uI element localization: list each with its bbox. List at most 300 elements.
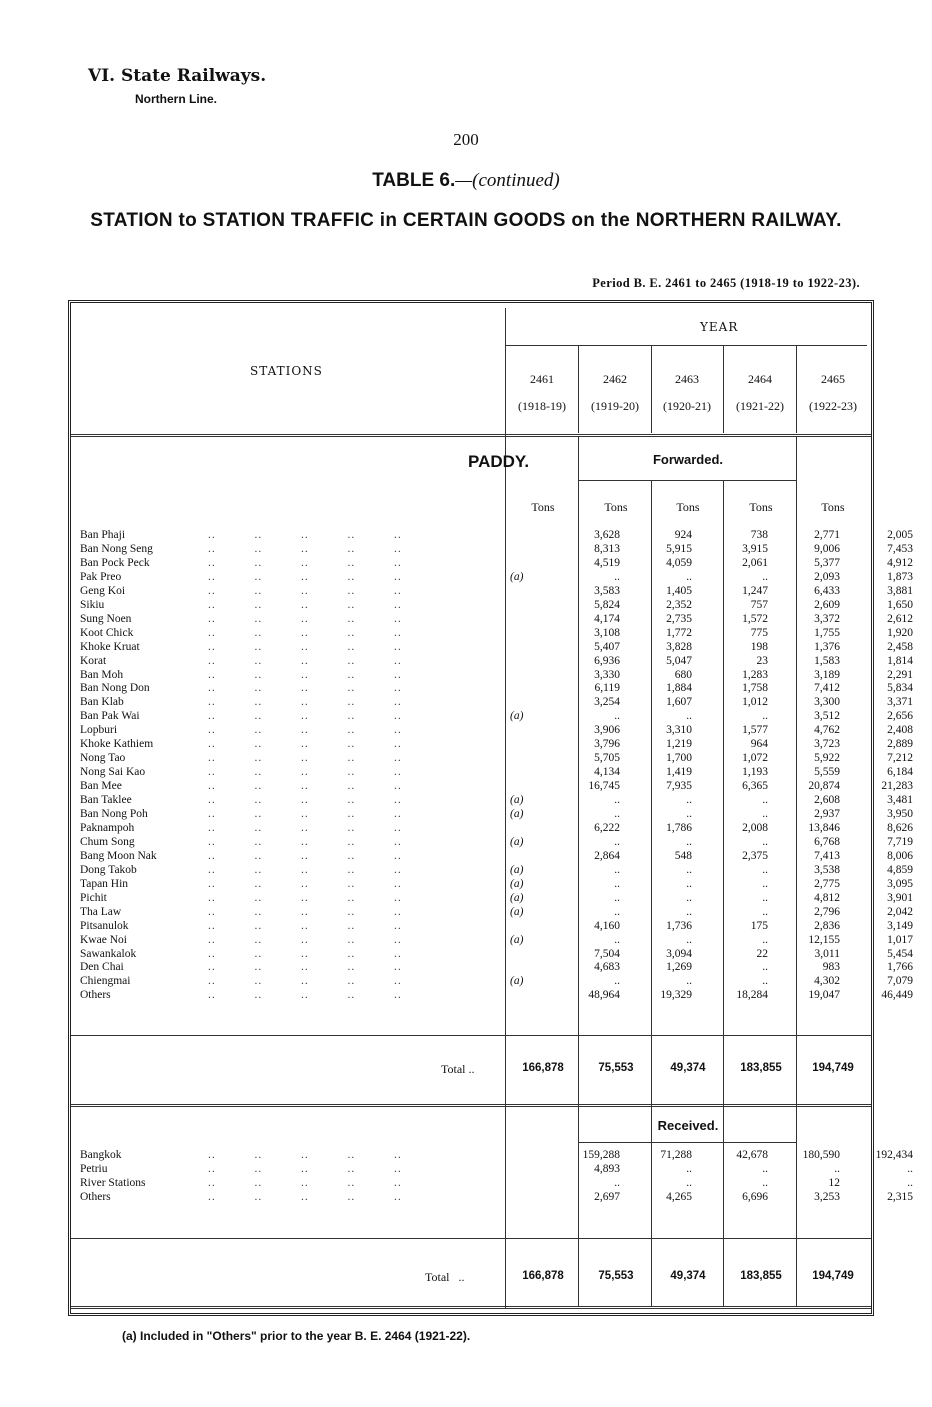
forwarded-total-value: 194,749	[812, 1062, 854, 1074]
leader-dots: .. .. .. .. ..	[208, 933, 402, 946]
table-row	[80, 947, 913, 961]
cell-value: ..	[762, 808, 768, 820]
forwarded-total-value: 49,374	[670, 1062, 706, 1074]
cell-value: ..	[686, 808, 692, 820]
table-row	[80, 640, 913, 654]
cell-value: 7,504	[594, 947, 620, 960]
station-name: Sikiu	[80, 598, 105, 611]
footnote-marker: (a)	[510, 891, 524, 904]
received-total-top-rule	[71, 1238, 871, 1239]
cell-value: 3,512	[814, 710, 840, 723]
leader-dots: .. .. .. .. ..	[208, 905, 402, 918]
cell-value: 3,253	[814, 1191, 840, 1203]
table-row	[80, 807, 913, 821]
received-total-value: 183,855	[740, 1270, 782, 1282]
cell-value: 2,005	[887, 529, 913, 541]
received-total-bottom-rule	[71, 1306, 871, 1309]
year-col-5: 2465 (1922-23)	[809, 372, 857, 413]
cell-value: ..	[762, 905, 768, 918]
station-name: Sung Noen	[80, 612, 132, 625]
year-divider-1	[578, 345, 579, 433]
cell-value: 4,893	[594, 1163, 620, 1175]
station-name: Pichit	[80, 891, 107, 904]
received-heading: Received.	[657, 1118, 719, 1133]
cell-value: 1,283	[742, 668, 768, 681]
cell-value: 7,412	[814, 682, 840, 695]
cell-value: 2,775	[814, 877, 840, 890]
cell-value: ..	[762, 1177, 768, 1189]
leader-dots: .. .. .. .. ..	[208, 1163, 402, 1175]
cell-value: 4,265	[666, 1191, 692, 1203]
station-name: Ban Nong Don	[80, 682, 150, 695]
cell-value: 3,094	[666, 947, 692, 960]
leader-dots: .. .. .. .. ..	[208, 668, 402, 681]
cell-value: ..	[762, 1163, 768, 1175]
station-name: Ban Mee	[80, 780, 122, 793]
table-row	[80, 542, 913, 556]
cell-value: 198	[750, 640, 768, 653]
table-row	[80, 974, 913, 988]
leader-dots: .. .. .. .. ..	[208, 640, 402, 653]
cell-value: 2,656	[887, 710, 913, 723]
leader-dots: .. .. .. .. ..	[208, 919, 402, 932]
unit-label: Tons	[531, 500, 555, 514]
table-row	[80, 849, 913, 863]
footnote-marker: (a)	[510, 835, 524, 848]
cell-value: 6,365	[742, 780, 768, 793]
cell-value: 21,283	[881, 780, 913, 793]
cell-value: 175	[750, 919, 768, 932]
header-bottom-rule	[71, 434, 871, 437]
cell-value: ..	[834, 1163, 840, 1175]
cell-value: ..	[762, 961, 768, 974]
cell-value: 6,184	[887, 766, 913, 779]
table-row	[80, 668, 913, 682]
table-row	[80, 584, 913, 598]
cell-value: 3,254	[594, 696, 620, 709]
table-row	[80, 765, 913, 779]
cell-value: 1,376	[814, 640, 840, 653]
station-name: River Stations	[80, 1177, 146, 1189]
cell-value: ..	[686, 863, 692, 876]
station-name: Khoke Kathiem	[80, 738, 154, 751]
cell-value: 4,059	[666, 556, 692, 569]
cell-value: 5,705	[594, 752, 620, 765]
station-name: Chum Song	[80, 835, 135, 848]
cell-value: ..	[686, 933, 692, 946]
station-name: Ban Klab	[80, 696, 124, 709]
cell-value: 46,449	[881, 989, 913, 1002]
cell-value: 19,047	[808, 989, 840, 1002]
forwarded-total-value: 75,553	[598, 1062, 634, 1074]
received-total-value: 194,749	[812, 1270, 854, 1282]
station-name: Sawankalok	[80, 947, 137, 960]
cell-value: 3,300	[814, 696, 840, 709]
cell-value: ..	[907, 1163, 913, 1175]
cell-value: 3,310	[666, 724, 692, 737]
cell-value: 2,352	[666, 598, 692, 611]
cell-value: ..	[614, 891, 620, 904]
table-row	[80, 612, 913, 626]
footnote-marker: (a)	[510, 570, 524, 583]
cell-value: 159,288	[582, 1149, 620, 1161]
forwarded-total-value: 166,878	[522, 1062, 564, 1074]
table-row	[80, 751, 913, 765]
cell-value: 4,762	[814, 724, 840, 737]
table-row	[80, 933, 913, 947]
cell-value: 4,134	[594, 766, 620, 779]
table-row	[80, 626, 913, 640]
table-row	[80, 905, 913, 919]
table-row	[80, 960, 913, 974]
cell-value: 8,313	[594, 542, 620, 555]
cell-value: 9,006	[814, 542, 840, 555]
station-name: Others	[80, 1191, 111, 1203]
cell-value: 4,519	[594, 556, 620, 569]
cell-value: 2,061	[742, 556, 768, 569]
leader-dots: .. .. .. .. ..	[208, 696, 402, 709]
cell-value: 3,796	[594, 738, 620, 751]
cell-value: ..	[762, 877, 768, 890]
cell-value: ..	[614, 975, 620, 988]
cell-value: 5,407	[594, 640, 620, 653]
station-name: Lopburi	[80, 724, 118, 737]
cell-value: 7,719	[887, 835, 913, 848]
leader-dots: .. .. .. .. ..	[208, 975, 402, 988]
cell-value: 4,912	[887, 556, 913, 569]
footnote-marker: (a)	[510, 794, 524, 807]
cell-value: 5,824	[594, 598, 620, 611]
table-row	[80, 528, 913, 542]
cell-value: 7,079	[887, 975, 913, 988]
cell-value: 6,936	[594, 654, 620, 667]
station-name: Khoke Kruat	[80, 640, 140, 653]
cell-value: 20,874	[808, 780, 840, 793]
cell-value: 5,922	[814, 752, 840, 765]
cell-value: 1,219	[666, 738, 692, 751]
cell-value: 2,796	[814, 905, 840, 918]
cell-value: 3,881	[887, 584, 913, 597]
cell-value: ..	[907, 1177, 913, 1189]
leader-dots: .. .. .. .. ..	[208, 654, 402, 667]
cell-value: 7,935	[666, 780, 692, 793]
cell-value: 2,889	[887, 738, 913, 751]
cell-value: 12,155	[808, 933, 840, 946]
unit-label: Tons	[676, 500, 700, 514]
cell-value: 2,315	[887, 1191, 913, 1203]
cell-value: 1,419	[666, 766, 692, 779]
cell-value: 1,269	[666, 961, 692, 974]
year-divider-2	[651, 345, 652, 433]
table-continued: —(continued)	[455, 170, 560, 191]
cell-value: 2,864	[594, 849, 620, 862]
cell-value: 3,372	[814, 612, 840, 625]
cell-value: 3,481	[887, 794, 913, 807]
cell-value: 3,723	[814, 738, 840, 751]
forwarded-heading: Forwarded.	[652, 452, 724, 467]
cell-value: 4,812	[814, 891, 840, 904]
cell-value: 1,072	[742, 752, 768, 765]
table-row	[80, 723, 913, 737]
cell-value: 18,284	[736, 989, 768, 1002]
table-row	[80, 863, 913, 877]
station-name: Others	[80, 989, 111, 1002]
cell-value: 1,572	[742, 612, 768, 625]
cell-value: ..	[686, 1163, 692, 1175]
cell-value: 2,609	[814, 598, 840, 611]
station-name: Korat	[80, 654, 107, 667]
cell-value: ..	[614, 808, 620, 820]
year-underline	[505, 345, 867, 346]
unit-label: Tons	[821, 500, 845, 514]
leader-dots: .. .. .. .. ..	[208, 794, 402, 807]
leader-dots: .. .. .. .. ..	[208, 570, 402, 583]
station-name: Pitsanulok	[80, 919, 129, 932]
cell-value: ..	[762, 975, 768, 988]
leader-dots: .. .. .. .. ..	[208, 612, 402, 625]
cell-value: 2,836	[814, 919, 840, 932]
cell-value: 1,405	[666, 584, 692, 597]
unit-label: Tons	[604, 500, 628, 514]
cell-value: ..	[762, 570, 768, 583]
cell-value: 180,590	[802, 1149, 840, 1161]
station-name: Kwae Noi	[80, 933, 127, 946]
leader-dots: .. .. .. .. ..	[208, 1177, 402, 1189]
year-divider-3	[723, 345, 724, 433]
table-row	[80, 835, 913, 849]
cell-value: 1,193	[742, 766, 768, 779]
year-col-1: 2461 (1918-19)	[518, 372, 566, 413]
footnote-marker: (a)	[510, 808, 524, 820]
year-header: YEAR	[700, 320, 739, 334]
cell-value: 1,700	[666, 752, 692, 765]
cell-value: 12	[828, 1177, 840, 1189]
forwarded-total-bottom-rule	[71, 1104, 871, 1107]
forwarded-underline	[578, 480, 796, 481]
cell-value: ..	[614, 863, 620, 876]
cell-value: ..	[614, 1177, 620, 1189]
cell-value: 983	[822, 961, 840, 974]
cell-value: ..	[686, 710, 692, 723]
station-name: Ban Moh	[80, 668, 124, 681]
cell-value: 2,937	[814, 808, 840, 820]
station-name: Dong Takob	[80, 863, 137, 876]
table-row	[80, 1190, 913, 1204]
cell-value: 2,291	[887, 668, 913, 681]
cell-value: 2,008	[742, 821, 768, 834]
station-name: Den Chai	[80, 961, 124, 974]
forwarded-total-value: 183,855	[740, 1062, 782, 1074]
cell-value: ..	[686, 877, 692, 890]
forwarded-total-top-rule	[71, 1035, 871, 1036]
cell-value: ..	[686, 975, 692, 988]
cell-value: 548	[674, 849, 692, 862]
table-row	[80, 877, 913, 891]
forwarded-total-label: Total ..	[441, 1062, 475, 1076]
station-name: Tapan Hin	[80, 877, 129, 890]
period-line: Period B. E. 2461 to 2465 (1918-19 to 1922-23).	[592, 276, 860, 290]
cell-value: 4,174	[594, 612, 620, 625]
leader-dots: .. .. .. .. ..	[208, 766, 402, 779]
cell-value: ..	[686, 905, 692, 918]
cell-value: 2,042	[887, 905, 913, 918]
cell-value: 2,608	[814, 794, 840, 807]
received-total-label: Total ..	[425, 1270, 465, 1284]
leader-dots: .. .. .. .. ..	[208, 682, 402, 695]
table-row	[80, 681, 913, 695]
cell-value: 3,628	[594, 529, 620, 541]
table-row	[80, 598, 913, 612]
page-number: 200	[453, 130, 479, 149]
cell-value: 8,006	[887, 849, 913, 862]
cell-value: 1,758	[742, 682, 768, 695]
cell-value: 738	[750, 529, 768, 541]
cell-value: 2,771	[814, 529, 840, 541]
cell-value: 192,434	[875, 1149, 913, 1161]
table-row	[80, 821, 913, 835]
leader-dots: .. .. .. .. ..	[208, 863, 402, 876]
commodity-title: PADDY.	[468, 452, 530, 471]
table-row	[80, 695, 913, 709]
cell-value: ..	[614, 835, 620, 848]
leader-dots: .. .. .. .. ..	[208, 1191, 402, 1203]
cell-value: ..	[762, 710, 768, 723]
cell-value: 6,696	[742, 1191, 768, 1203]
cell-value: ..	[614, 877, 620, 890]
cell-value: ..	[686, 891, 692, 904]
table-row	[80, 1176, 913, 1190]
leader-dots: .. .. .. .. ..	[208, 821, 402, 834]
unit-label: Tons	[749, 500, 773, 514]
cell-value: 924	[674, 529, 692, 541]
cell-value: 23	[756, 654, 768, 667]
cell-value: 1,786	[666, 821, 692, 834]
cell-value: ..	[614, 570, 620, 583]
cell-value: 2,408	[887, 724, 913, 737]
year-col-4: 2464 (1921-22)	[736, 372, 784, 413]
leader-dots: .. .. .. .. ..	[208, 626, 402, 639]
cell-value: 680	[674, 668, 692, 681]
station-name: Tha Law	[80, 905, 122, 918]
cell-value: ..	[686, 1177, 692, 1189]
cell-value: 13,846	[808, 821, 840, 834]
leader-dots: .. .. .. .. ..	[208, 556, 402, 569]
cell-value: 3,915	[742, 542, 768, 555]
cell-value: ..	[762, 794, 768, 807]
cell-value: 48,964	[588, 989, 620, 1002]
cell-value: 5,915	[666, 542, 692, 555]
cell-value: 3,538	[814, 863, 840, 876]
leader-dots: .. .. .. .. ..	[208, 1149, 402, 1161]
station-name: Paknampoh	[80, 821, 135, 834]
cell-value: 4,160	[594, 919, 620, 932]
station-name: Petriu	[80, 1163, 108, 1175]
leader-dots: .. .. .. .. ..	[208, 542, 402, 555]
cell-value: 71,288	[660, 1149, 692, 1161]
cell-value: ..	[614, 794, 620, 807]
leader-dots: .. .. .. .. ..	[208, 738, 402, 751]
cell-value: 6,119	[594, 682, 620, 695]
cell-value: 1,017	[887, 933, 913, 946]
received-total-value: 49,374	[670, 1270, 706, 1282]
section-subtitle: Northern Line.	[135, 92, 218, 106]
cell-value: ..	[686, 794, 692, 807]
cell-value: 1,650	[887, 598, 913, 611]
cell-value: 5,047	[666, 654, 692, 667]
table-row	[80, 891, 913, 905]
cell-value: 964	[750, 738, 768, 751]
received-underline	[578, 1142, 796, 1143]
cell-value: 16,745	[588, 780, 620, 793]
table-row	[80, 779, 913, 793]
cell-value: 1,577	[742, 724, 768, 737]
cell-value: 42,678	[736, 1149, 768, 1161]
cell-value: 22	[756, 947, 768, 960]
cell-value: 8,626	[887, 821, 913, 834]
leader-dots: .. .. .. .. ..	[208, 724, 402, 737]
station-name: Chiengmai	[80, 975, 131, 988]
section-title: VI. State Railways.	[88, 66, 267, 86]
cell-value: 7,413	[814, 849, 840, 862]
leader-dots: .. .. .. .. ..	[208, 752, 402, 765]
cell-value: ..	[762, 933, 768, 946]
cell-value: 4,683	[594, 961, 620, 974]
leader-dots: .. .. .. .. ..	[208, 849, 402, 862]
stations-header: STATIONS	[250, 364, 323, 378]
table-row	[80, 1148, 913, 1162]
footnote-marker: (a)	[510, 933, 524, 946]
cell-value: 1,814	[887, 654, 913, 667]
cell-value: 3,901	[887, 891, 913, 904]
cell-value: 1,772	[666, 626, 692, 639]
cell-value: 19,329	[660, 989, 692, 1002]
leader-dots: .. .. .. .. ..	[208, 584, 402, 597]
received-total-value: 166,878	[522, 1270, 564, 1282]
station-name: Ban Pock Peck	[80, 556, 150, 569]
footnote: (a) Included in "Others" prior to the year B. E. 2464 (1921-22).	[122, 1329, 471, 1343]
cell-value: 5,559	[814, 766, 840, 779]
footnote-marker: (a)	[510, 905, 524, 918]
table-row	[80, 709, 913, 723]
cell-value: 6,433	[814, 584, 840, 597]
cell-value: 1,884	[666, 682, 692, 695]
cell-value: ..	[614, 905, 620, 918]
station-name: Geng Koi	[80, 584, 126, 597]
table-row	[80, 988, 913, 1002]
leader-dots: .. .. .. .. ..	[208, 598, 402, 611]
station-name: Nong Sai Kao	[80, 766, 146, 779]
cell-value: 5,377	[814, 556, 840, 569]
station-name: Ban Pak Wai	[80, 710, 140, 723]
table-label-text: TABLE 6.	[372, 170, 456, 191]
cell-value: ..	[686, 570, 692, 583]
cell-value: 3,330	[594, 668, 620, 681]
cell-value: 775	[750, 626, 768, 639]
cell-value: 1,247	[742, 584, 768, 597]
cell-value: 4,302	[814, 975, 840, 988]
leader-dots: .. .. .. .. ..	[208, 961, 402, 974]
station-name: Ban Taklee	[80, 794, 132, 807]
cell-value: 2,458	[887, 640, 913, 653]
cell-value: 7,453	[887, 542, 913, 555]
cell-value: 2,697	[594, 1191, 620, 1203]
received-total-value: 75,553	[598, 1270, 634, 1282]
footnote-marker: (a)	[510, 710, 524, 723]
cell-value: ..	[614, 710, 620, 723]
station-name: Ban Nong Poh	[80, 808, 148, 820]
footnote-marker: (a)	[510, 863, 524, 876]
leader-dots: .. .. .. .. ..	[208, 529, 402, 541]
